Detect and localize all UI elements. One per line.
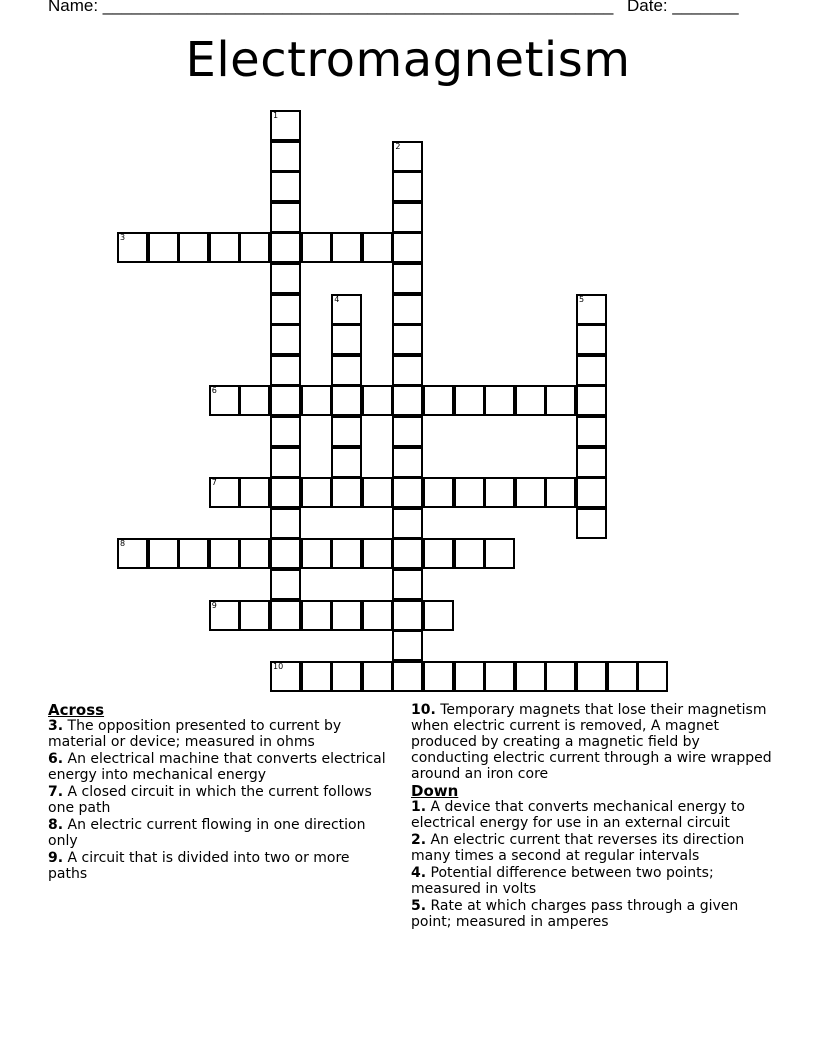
crossword-cell[interactable]	[576, 661, 607, 692]
crossword-cell[interactable]	[576, 416, 607, 447]
crossword-cell[interactable]	[270, 232, 301, 263]
crossword-cell[interactable]	[392, 416, 423, 447]
clue-number: 10	[273, 661, 284, 671]
crossword-cell[interactable]	[392, 661, 423, 692]
crossword-cell[interactable]	[484, 385, 515, 416]
crossword-cell[interactable]	[392, 385, 423, 416]
crossword-cell[interactable]	[331, 661, 362, 692]
crossword-cell[interactable]	[209, 538, 240, 569]
clues-column-right	[411, 702, 773, 931]
crossword-cell[interactable]	[270, 110, 301, 141]
crossword-cell[interactable]	[331, 232, 362, 263]
across-clue-10: 10. Temporary magnets that lose their magnetism when electric current is removed, A magnet produced by creating a magnetic field by conducting electric current through a wire wrapped around an iron core	[411, 702, 772, 782]
date-field-label[interactable]: Date: _______	[627, 0, 739, 15]
clue-number: 4	[334, 294, 340, 304]
crossword-cell[interactable]	[209, 232, 240, 263]
crossword-cell[interactable]	[362, 232, 393, 263]
crossword-cell[interactable]	[178, 538, 209, 569]
crossword-cell[interactable]	[270, 477, 301, 508]
crossword-cell[interactable]	[576, 355, 607, 386]
crossword-cell[interactable]	[117, 538, 148, 569]
crossword-cell[interactable]	[331, 355, 362, 386]
crossword-cell[interactable]	[545, 385, 576, 416]
crossword-cell[interactable]	[270, 263, 301, 294]
crossword-cell[interactable]	[392, 263, 423, 294]
crossword-cell[interactable]	[209, 600, 240, 631]
clue-number: 6	[211, 386, 217, 396]
crossword-cell[interactable]	[301, 385, 332, 416]
crossword-cell[interactable]	[362, 385, 393, 416]
crossword-cell[interactable]	[301, 232, 332, 263]
clue-number: 5	[579, 294, 585, 304]
crossword-cell[interactable]	[454, 477, 485, 508]
crossword-cell[interactable]	[392, 447, 423, 478]
crossword-cell[interactable]	[515, 385, 546, 416]
crossword-cell[interactable]	[362, 661, 393, 692]
crossword-cell[interactable]	[362, 477, 393, 508]
crossword-cell[interactable]	[270, 202, 301, 233]
crossword-cell[interactable]	[454, 385, 485, 416]
crossword-cell[interactable]	[331, 385, 362, 416]
crossword-cell[interactable]	[392, 141, 423, 172]
crossword-cell[interactable]	[270, 508, 301, 539]
name-field-label[interactable]: Name: ______________________________________________________	[48, 0, 614, 15]
crossword-cell[interactable]	[515, 661, 546, 692]
crossword-cell[interactable]	[270, 447, 301, 478]
crossword-cell[interactable]	[392, 600, 423, 631]
crossword-cell[interactable]	[392, 569, 423, 600]
crossword-cell[interactable]	[423, 477, 454, 508]
crossword-cell[interactable]	[576, 385, 607, 416]
crossword-cell[interactable]	[484, 477, 515, 508]
crossword-cell[interactable]	[331, 294, 362, 325]
crossword-cell[interactable]	[576, 508, 607, 539]
crossword-cell[interactable]	[576, 447, 607, 478]
down-clue-4: 4. Potential difference between two points; measured in volts	[411, 865, 714, 897]
crossword-cell[interactable]	[178, 232, 209, 263]
clue-number: 1	[273, 111, 279, 120]
clue-number: 9	[211, 600, 217, 610]
clue-number: 8	[120, 539, 126, 549]
crossword-cell[interactable]	[331, 538, 362, 569]
crossword-cell[interactable]	[270, 538, 301, 569]
clue-number: 2	[395, 141, 401, 151]
crossword-cell[interactable]	[637, 661, 668, 692]
across-clue-8: 8. An electric current flowing in one direction only	[48, 817, 366, 849]
crossword-cell[interactable]	[392, 538, 423, 569]
crossword-cell[interactable]	[362, 538, 393, 569]
crossword-cell[interactable]	[301, 477, 332, 508]
crossword-cell[interactable]	[148, 538, 179, 569]
crossword-cell[interactable]	[545, 661, 576, 692]
crossword-cell[interactable]	[270, 355, 301, 386]
crossword-cell[interactable]	[239, 385, 270, 416]
crossword-cell[interactable]	[392, 202, 423, 233]
crossword-cell[interactable]	[270, 661, 301, 692]
puzzle-title: Electromagnetism	[185, 32, 631, 88]
crossword-cell[interactable]	[270, 294, 301, 325]
crossword-cell[interactable]	[392, 324, 423, 355]
crossword-cell[interactable]	[239, 600, 270, 631]
crossword-cell[interactable]	[576, 477, 607, 508]
crossword-cell[interactable]	[148, 232, 179, 263]
crossword-cell[interactable]	[392, 171, 423, 202]
across-clue-7: 7. A closed circuit in which the current follows one path	[48, 784, 372, 816]
crossword-cell[interactable]	[301, 661, 332, 692]
crossword-cell[interactable]	[331, 447, 362, 478]
crossword-cell[interactable]	[454, 661, 485, 692]
crossword-cell[interactable]	[331, 416, 362, 447]
crossword-cell[interactable]	[270, 416, 301, 447]
crossword-cell[interactable]	[301, 538, 332, 569]
across-clue-9: 9. A circuit that is divided into two or more paths	[48, 850, 350, 882]
crossword-cell[interactable]	[331, 477, 362, 508]
across-clue-6: 6. An electrical machine that converts electrical energy into mechanical energy	[48, 751, 386, 783]
crossword-cell[interactable]	[423, 538, 454, 569]
crossword-cell[interactable]	[239, 232, 270, 263]
crossword-cell[interactable]	[117, 232, 148, 263]
crossword-cell[interactable]	[607, 661, 638, 692]
clue-number: 7	[211, 478, 217, 488]
crossword-cell[interactable]	[576, 324, 607, 355]
crossword-cell[interactable]	[270, 141, 301, 172]
crossword-cell[interactable]	[301, 600, 332, 631]
clues-column-left	[48, 702, 393, 883]
clue-number: 3	[120, 233, 126, 243]
crossword-cell[interactable]	[331, 600, 362, 631]
crossword-cell[interactable]	[515, 477, 546, 508]
crossword-cell[interactable]	[392, 508, 423, 539]
crossword-cell[interactable]	[392, 477, 423, 508]
crossword-cell[interactable]	[392, 232, 423, 263]
across-heading: Across	[48, 701, 105, 719]
crossword-cell[interactable]	[392, 630, 423, 661]
crossword-cell[interactable]	[270, 171, 301, 202]
down-heading: Down	[411, 782, 459, 800]
crossword-cell[interactable]	[239, 538, 270, 569]
crossword-cell[interactable]	[270, 600, 301, 631]
crossword-cell[interactable]	[331, 324, 362, 355]
crossword-cell[interactable]	[270, 324, 301, 355]
down-clue-5: 5. Rate at which charges pass through a given point; measured in amperes	[411, 898, 739, 930]
crossword-cell[interactable]	[423, 661, 454, 692]
down-clue-2: 2. An electric current that reverses its direction many times a second at regular intervals	[411, 832, 745, 864]
across-clue-3: 3. The opposition presented to current by material or device; measured in ohms	[48, 718, 342, 750]
crossword-cell[interactable]	[392, 294, 423, 325]
crossword-cell[interactable]	[392, 355, 423, 386]
crossword-cell[interactable]	[209, 385, 240, 416]
crossword-cell[interactable]	[454, 538, 485, 569]
crossword-cell[interactable]	[362, 600, 393, 631]
crossword-cell[interactable]	[423, 600, 454, 631]
crossword-cell[interactable]	[545, 477, 576, 508]
crossword-cell[interactable]	[270, 569, 301, 600]
crossword-cell[interactable]	[484, 538, 515, 569]
crossword-cell[interactable]	[209, 477, 240, 508]
crossword-cell[interactable]	[484, 661, 515, 692]
down-clue-1: 1. A device that converts mechanical energy to electrical energy for use in an external circuit	[411, 799, 745, 831]
crossword-cell[interactable]	[239, 477, 270, 508]
crossword-cell[interactable]	[270, 385, 301, 416]
crossword-cell[interactable]	[423, 385, 454, 416]
crossword-cell[interactable]	[576, 294, 607, 325]
